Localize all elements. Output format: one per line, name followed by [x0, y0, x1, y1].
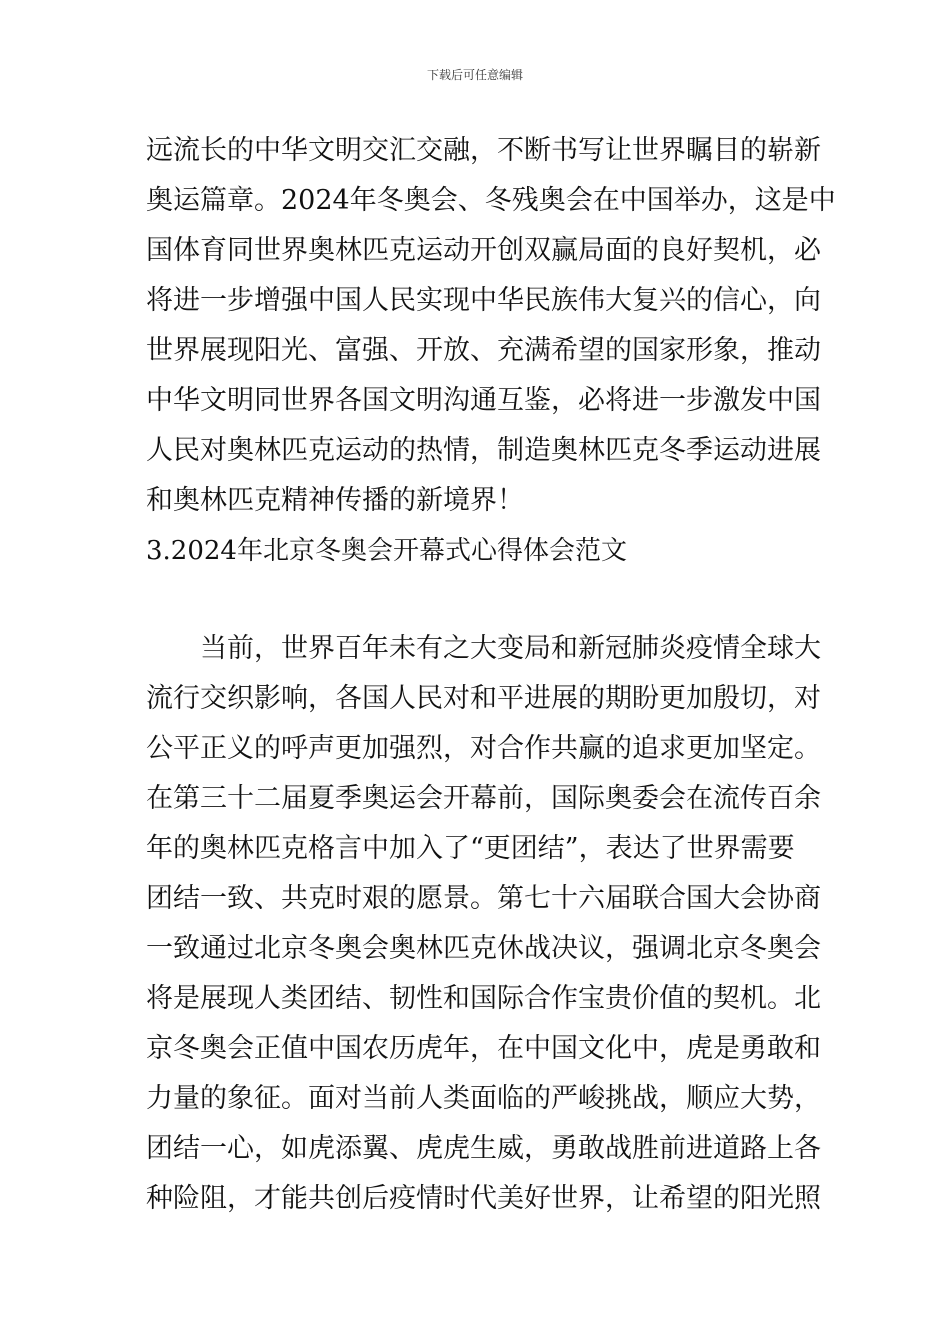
text-line: 中华文明同世界各国文明沟通互鉴，必将进一步激发中国 — [146, 385, 821, 416]
text-line: 公平正义的呼声更加强烈，对合作共赢的追求更加坚定。 — [146, 733, 821, 764]
text-line: 团结一致、共克时艰的愿景。第七十六届联合国大会协商 — [146, 883, 821, 914]
text-line: 一致通过北京冬奥会奥林匹克休战决议，强调北京冬奥会 — [146, 933, 821, 964]
text-line: 团结一心，如虎添翼、虎虎生威，勇敢战胜前进道路上各 — [146, 1133, 821, 1164]
text-line: 年的奥林匹克格言中加入了“更团结”，表达了世界需要 — [146, 833, 795, 864]
text-line: 种险阻，才能共创后疫情时代美好世界，让希望的阳光照 — [146, 1183, 821, 1214]
section-heading: 3.2024年北京冬奥会开幕式心得体会范文 — [146, 536, 627, 566]
text-line: 流行交织影响，各国人民对和平进展的期盼更加殷切，对 — [146, 683, 821, 714]
text-line: 和奥林匹克精神传播的新境界！ — [146, 485, 524, 516]
text-line: 人民对奥林匹克运动的热情，制造奥林匹克冬季运动进展 — [146, 435, 821, 466]
text-line: 将是展现人类团结、韧性和国际合作宝贵价值的契机。北 — [146, 983, 821, 1014]
text-line: 奥运篇章。2024年冬奥会、冬残奥会在中国举办，这是中 — [146, 185, 836, 216]
text-line: 世界展现阳光、富强、开放、充满希望的国家形象，推动 — [146, 335, 821, 366]
page-header: 下载后可任意编辑 — [426, 68, 523, 82]
text-line: 力量的象征。面对当前人类面临的严峻挑战，顺应大势， — [146, 1083, 821, 1114]
text-line: 将进一步增强中国人民实现中华民族伟大复兴的信心，向 — [146, 285, 821, 316]
text-line: 当前，世界百年未有之大变局和新冠肺炎疫情全球大 — [146, 633, 821, 664]
text-line: 在第三十二届夏季奥运会开幕前，国际奥委会在流传百余 — [146, 783, 821, 814]
text-line: 远流长的中华文明交汇交融，不断书写让世界瞩目的崭新 — [146, 135, 821, 166]
text-line: 京冬奥会正值中国农历虎年，在中国文化中，虎是勇敢和 — [146, 1033, 821, 1064]
text-line: 国体育同世界奥林匹克运动开创双赢局面的良好契机，必 — [146, 235, 821, 266]
